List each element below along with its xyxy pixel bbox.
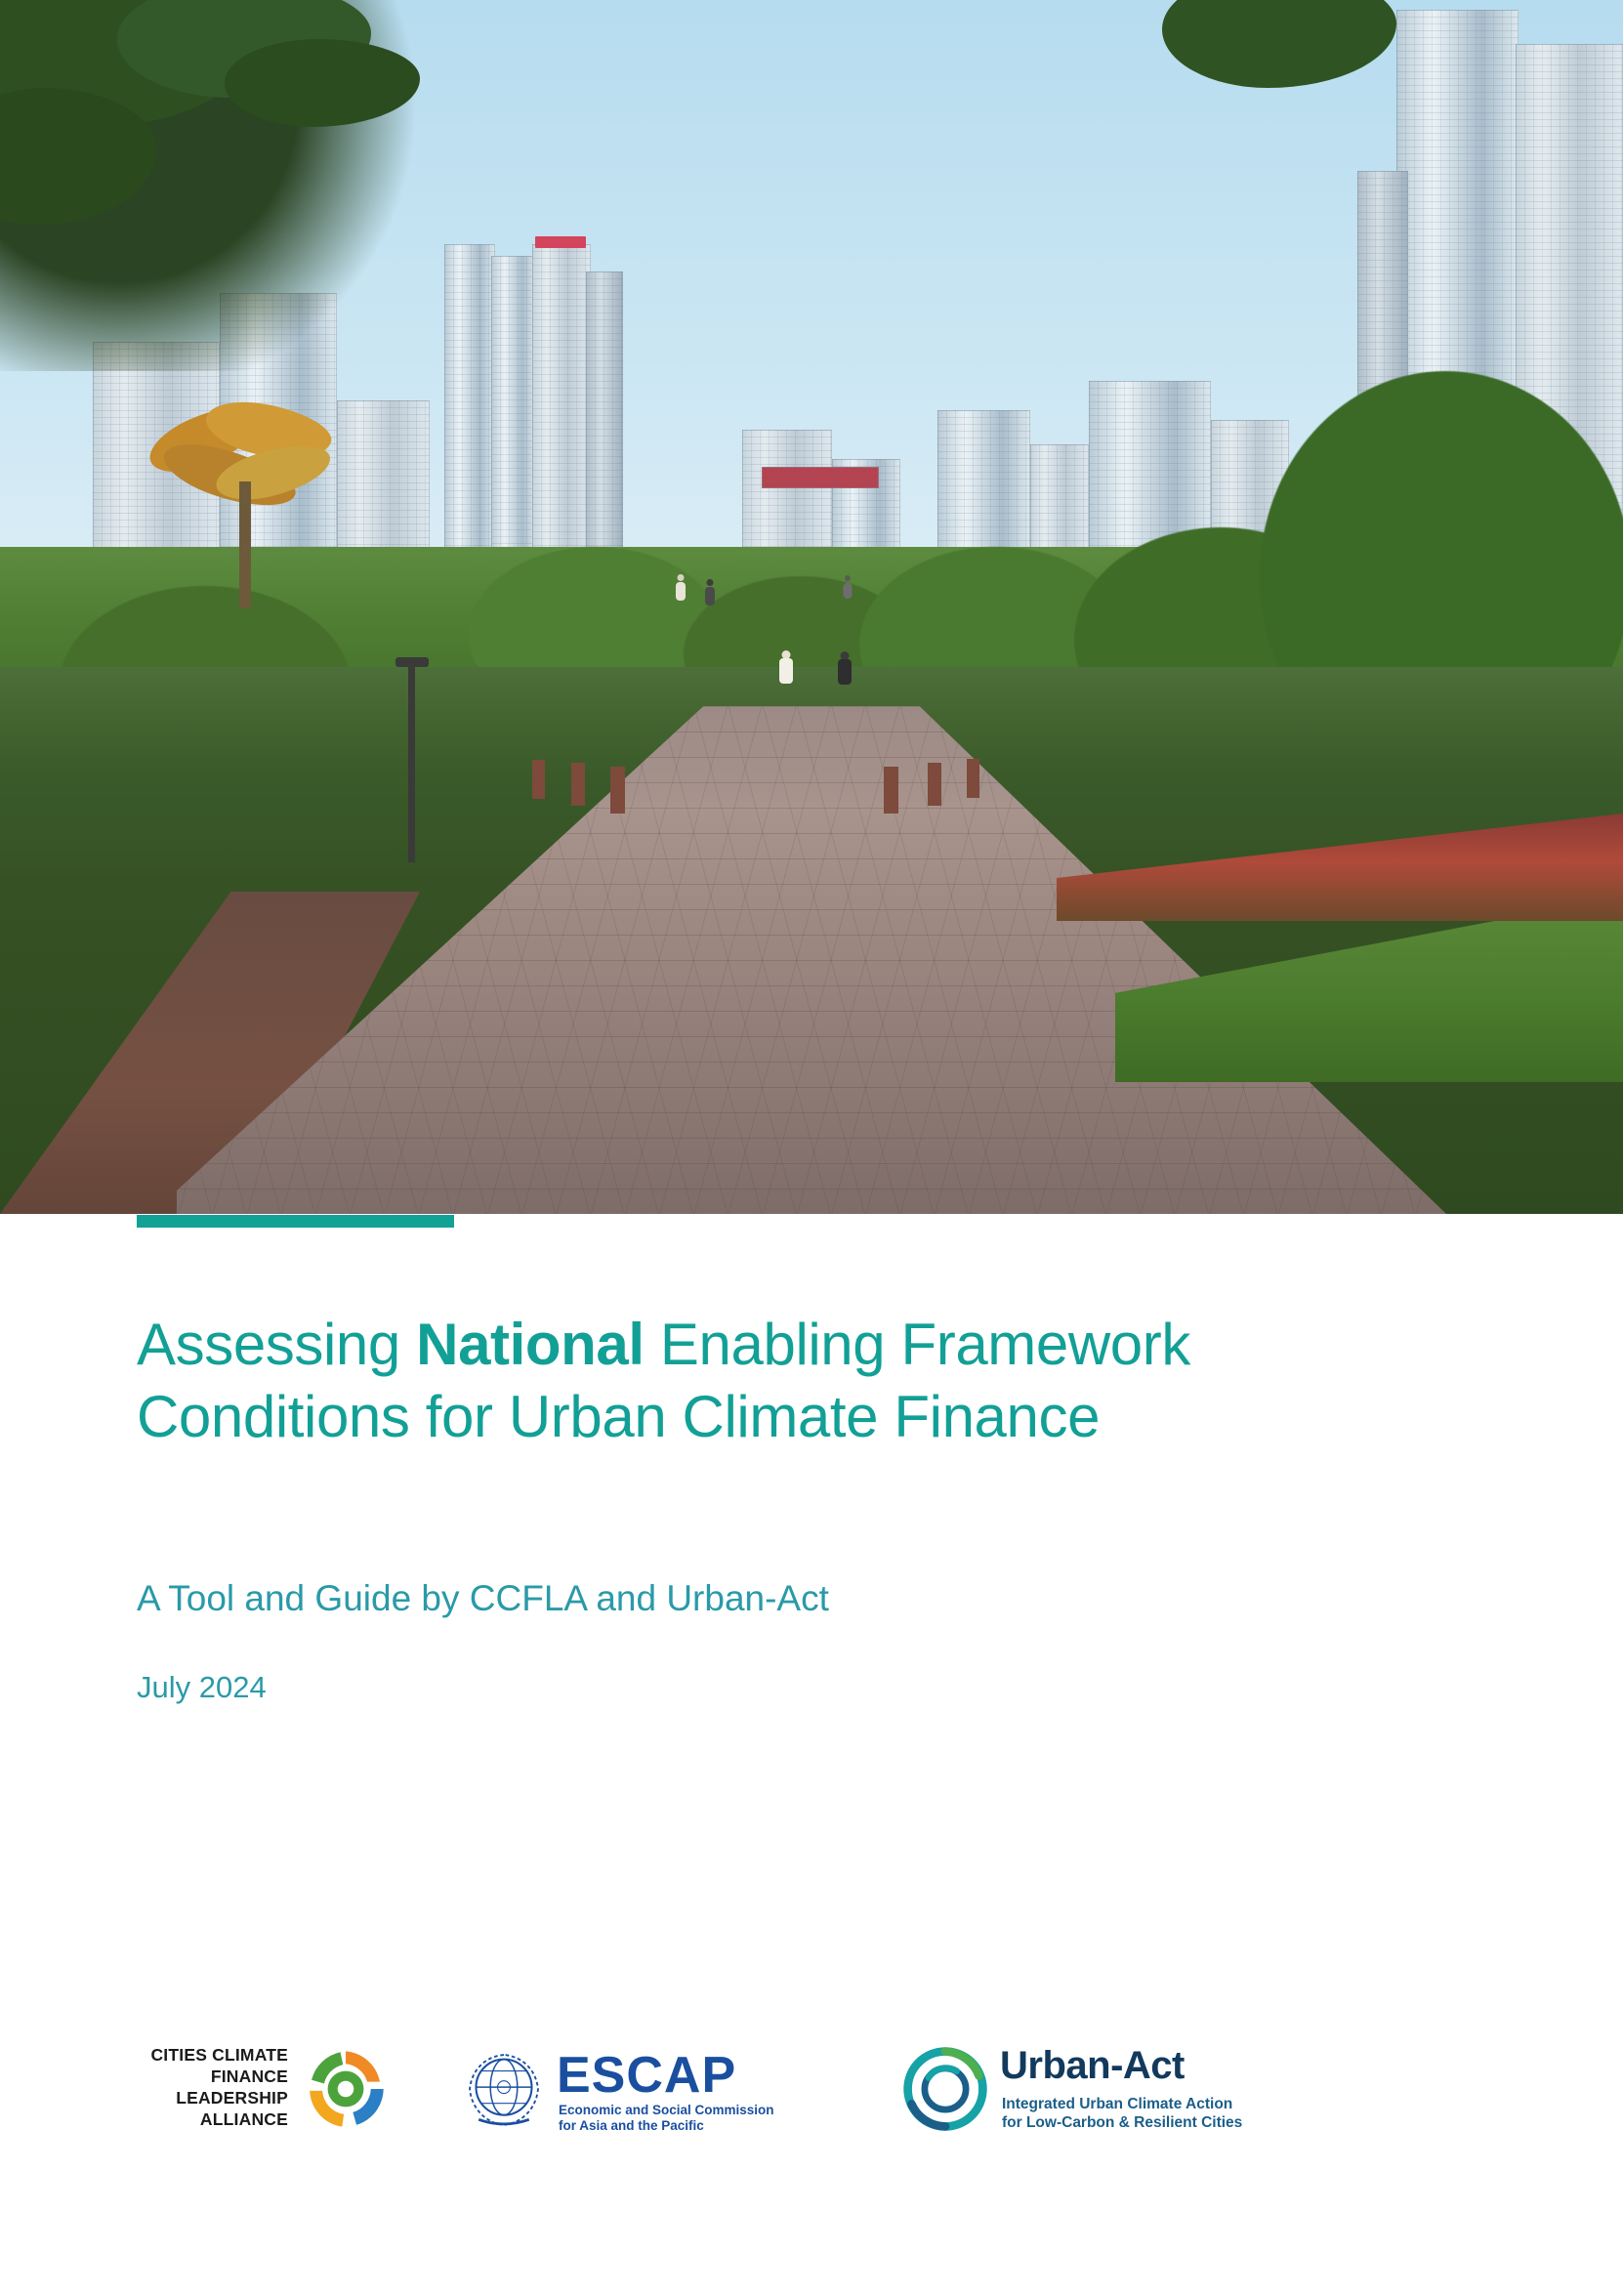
logo-ccfla bbox=[127, 2036, 391, 2144]
lamp-post-head bbox=[395, 657, 429, 667]
document-date: July 2024 bbox=[137, 1670, 267, 1704]
bollard bbox=[884, 767, 898, 814]
ccfla-line-1: CITIES CLIMATE bbox=[150, 2045, 288, 2065]
ccfla-cycle-icon bbox=[301, 2044, 391, 2134]
title-part-2: Enabling Framework Conditions for Urban Climate Finance bbox=[137, 1312, 1190, 1450]
pedestrian bbox=[703, 579, 717, 608]
tower-rooftop-sign bbox=[535, 236, 586, 248]
ccfla-line-3: LEADERSHIP bbox=[176, 2088, 288, 2108]
document-subtitle: A Tool and Guide by CCFLA and Urban-Act bbox=[137, 1578, 829, 1618]
logo-urban-act bbox=[898, 2038, 1289, 2141]
accent-rule bbox=[137, 1215, 454, 1228]
pedestrian bbox=[674, 574, 687, 604]
escap-tagline-line-1: Economic and Social Commission bbox=[559, 2103, 774, 2117]
urban-act-ring-icon bbox=[898, 2042, 992, 2136]
bollard bbox=[571, 763, 585, 806]
bollard bbox=[610, 767, 625, 814]
bollard bbox=[967, 759, 979, 798]
title-bold-word: National bbox=[416, 1312, 645, 1378]
escap-tagline-line-2: for Asia and the Pacific bbox=[559, 2118, 704, 2133]
bollard bbox=[532, 760, 545, 799]
lamp-post bbox=[408, 657, 415, 862]
ccfla-line-2: FINANCE bbox=[210, 2066, 288, 2086]
logo-escap bbox=[459, 2038, 820, 2141]
bollard bbox=[928, 763, 941, 806]
page-title bbox=[137, 1309, 1396, 1453]
un-emblem-icon bbox=[459, 2044, 549, 2134]
ccfla-wordmark bbox=[132, 2044, 288, 2130]
title-part-1: Assessing bbox=[137, 1312, 417, 1378]
logo-row bbox=[117, 2026, 1269, 2163]
urban-act-wordmark: Urban-Act bbox=[1000, 2044, 1185, 2087]
escap-wordmark: ESCAP bbox=[557, 2047, 737, 2104]
pedestrian bbox=[835, 651, 854, 696]
palm-tree bbox=[146, 405, 332, 601]
urban-act-tagline bbox=[1002, 2095, 1242, 2132]
ccfla-line-4: ALLIANCE bbox=[199, 2109, 288, 2129]
urban-act-tagline-line-1: Integrated Urban Climate Action bbox=[1002, 2096, 1233, 2112]
title-area bbox=[0, 1214, 1623, 2296]
urban-act-tagline-line-2: for Low-Carbon & Resilient Cities bbox=[1002, 2114, 1243, 2131]
pedestrian bbox=[842, 575, 853, 601]
escap-tagline bbox=[559, 2103, 774, 2134]
pedestrian bbox=[776, 650, 796, 691]
